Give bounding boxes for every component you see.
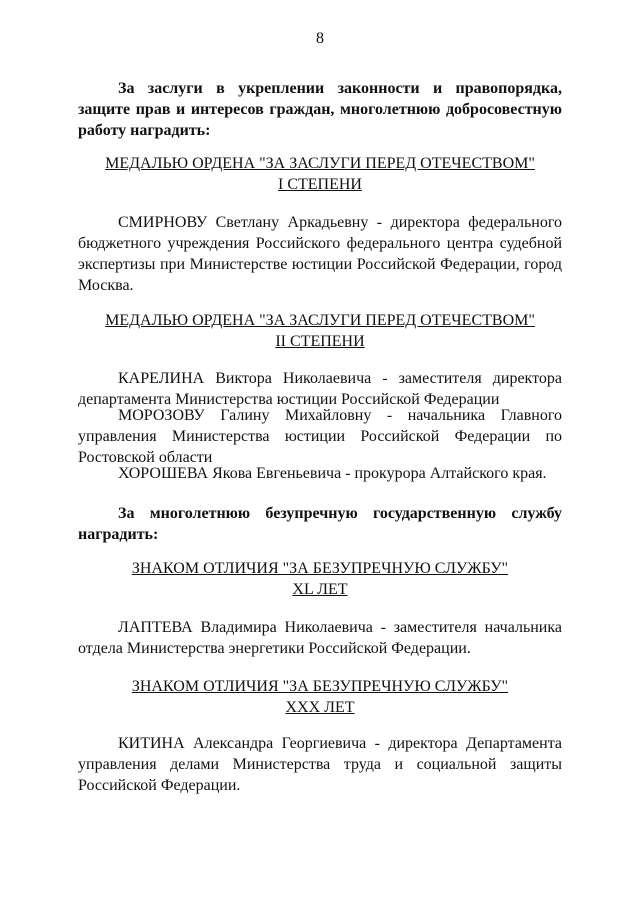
award-paragraph-4: КИТИНА Александра Георгиевича - директора Департамента управления делами Министерства труда и социальной защиты Российской Федерации.	[78, 735, 562, 794]
award-paragraph-1: СМИРНОВУ Светлану Аркадьевну - директора федерального бюджетного учреждения Российского федерального центра судебной экспертизы при Министерстве юстиции Российской Федерации, город Москва.	[78, 214, 562, 294]
intro-paragraph-2: За многолетнюю безупречную государственную службу наградить:	[78, 505, 562, 543]
award-heading-3	[78, 558, 562, 600]
award-paragraph-2c: ХОРОШЕВА Якова Евгеньевича - прокурора Алтайского края.	[118, 465, 547, 482]
award-heading-4	[78, 676, 562, 718]
award-heading-1-line2: I СТЕПЕНИ	[278, 176, 362, 193]
page-number: 8	[316, 30, 324, 47]
award-heading-2	[78, 310, 562, 352]
award-heading-2-line1: МЕДАЛЬЮ ОРДЕНА "ЗА ЗАСЛУГИ ПЕРЕД ОТЕЧЕСТВОМ"	[105, 312, 535, 329]
award-heading-3-line2: XL ЛЕТ	[292, 581, 348, 598]
award-heading-4-line2: XXX ЛЕТ	[285, 699, 355, 716]
award-heading-1	[78, 153, 562, 195]
award-heading-2-line2: II СТЕПЕНИ	[275, 333, 365, 350]
award-paragraph-2b: МОРОЗОВУ Галину Михайловну - начальника Главного управления Министерства юстиции Российской Федерации по Ростовской области	[78, 407, 562, 466]
intro-paragraph-1: За заслуги в укреплении законности и правопорядка, защите прав и интересов граждан, многолетнюю добросовестную работу наградить:	[78, 80, 562, 139]
award-paragraph-3: ЛАПТЕВА Владимира Николаевича - заместителя начальника отдела Министерства энергетики Российской Федерации.	[78, 619, 562, 657]
award-heading-3-line1: ЗНАКОМ ОТЛИЧИЯ "ЗА БЕЗУПРЕЧНУЮ СЛУЖБУ"	[131, 560, 509, 577]
award-heading-1-line1: МЕДАЛЬЮ ОРДЕНА "ЗА ЗАСЛУГИ ПЕРЕД ОТЕЧЕСТВОМ"	[105, 155, 535, 172]
award-paragraph-2a: КАРЕЛИНА Виктора Николаевича - заместителя директора департамента Министерства юстиции Российской Федерации	[78, 370, 562, 408]
award-heading-4-line1: ЗНАКОМ ОТЛИЧИЯ "ЗА БЕЗУПРЕЧНУЮ СЛУЖБУ"	[131, 678, 509, 695]
